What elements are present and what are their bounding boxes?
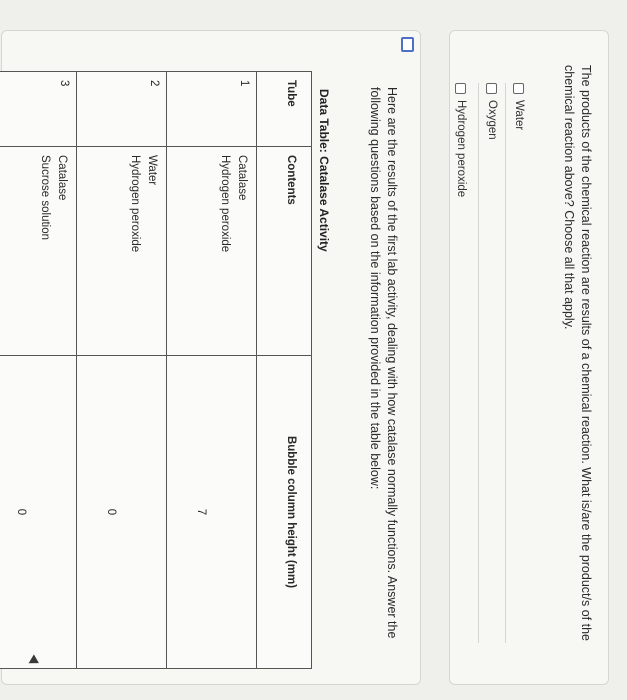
table-title: Data Table: Catalase Activity [317, 89, 331, 252]
cell-contents [77, 147, 167, 356]
catalase-data-table [0, 71, 312, 669]
content-line: Hydrogen peroxide [129, 155, 141, 253]
cell-tube: 1 [167, 72, 257, 147]
cell-height: 0 [0, 356, 77, 669]
header-tube: Tube [257, 72, 312, 147]
lab-results-card [1, 30, 421, 685]
table-row [167, 72, 257, 669]
cell-height: 7 [167, 356, 257, 669]
option-hydrogen-peroxide[interactable] [448, 83, 474, 643]
cell-contents [167, 147, 257, 356]
header-contents: Contents [257, 147, 312, 356]
cell-tube: 3 [0, 72, 77, 147]
cell-contents [0, 147, 77, 356]
checkbox-icon[interactable] [514, 83, 525, 94]
checkbox-icon[interactable] [487, 83, 498, 94]
table-header-row [257, 72, 312, 669]
lab-intro-text: Here are the results of the first lab activity, dealing with how catalase normally functions. Answer the following questions based on the information provided in the table below: [368, 87, 399, 639]
question-card [449, 30, 609, 685]
content-line: Hydrogen peroxide [219, 155, 231, 253]
bookmark-icon[interactable] [401, 37, 414, 52]
cell-tube: 2 [77, 72, 167, 147]
option-label: Water [513, 100, 525, 131]
cell-height: 0 [77, 356, 167, 669]
table-row [77, 72, 167, 669]
content-line: Water [146, 155, 158, 186]
option-label: Oxygen [486, 100, 498, 140]
option-water[interactable] [505, 83, 532, 643]
table-row [0, 72, 77, 669]
checkbox-icon[interactable] [456, 83, 467, 94]
header-bubble-height: Bubble column height (mm) [257, 356, 312, 669]
option-label: Hydrogen peroxide [455, 100, 467, 198]
content-line: Catalase [56, 155, 68, 201]
content-line: Catalase [236, 155, 248, 201]
question-text: The products of the chemical reaction are results of a chemical reaction. What is/are the product/s of the chemical reaction above? Choose all that apply. [562, 65, 593, 641]
option-oxygen[interactable] [478, 83, 505, 643]
content-line: Sucrose solution [39, 155, 51, 241]
